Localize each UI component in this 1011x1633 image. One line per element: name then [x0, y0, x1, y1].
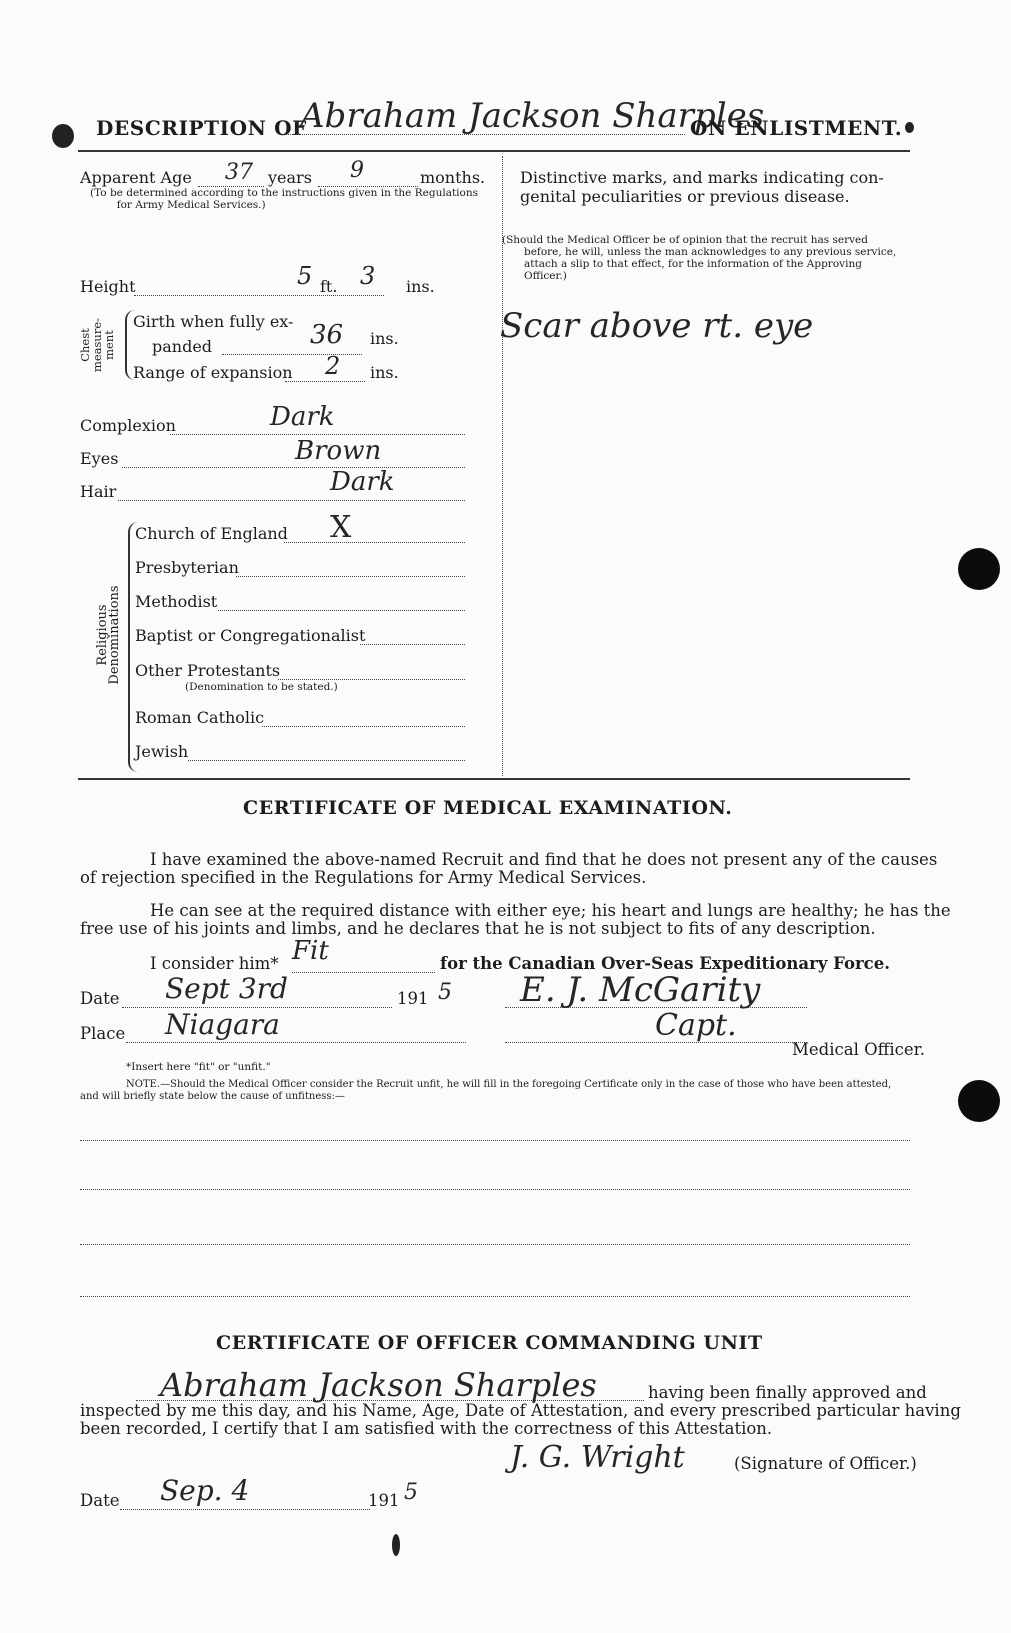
insert-note: *Insert here "fit" or "unfit." — [126, 1061, 271, 1073]
unfitness-line — [80, 1296, 910, 1297]
place-value: Niagara — [165, 1008, 280, 1041]
range-label: Range of expansion — [133, 363, 293, 382]
girth-value: 36 — [310, 320, 344, 350]
religion-line — [360, 644, 465, 645]
marks-note-line4: Officer.) — [524, 270, 567, 282]
marks-heading-line1: Distinctive marks, and marks indicating con- — [520, 168, 884, 187]
age-note: (To be determined according to the instructions given in the Regulations for Army Medical Services.) — [90, 187, 478, 211]
religion-mark: X — [330, 510, 352, 545]
religion-item: Jewish — [135, 742, 189, 761]
girth-ins-label: ins. — [370, 329, 399, 348]
commanding-year-prefix: 191 — [368, 1491, 400, 1510]
commanding-date-label: Date — [80, 1491, 120, 1510]
religion-item: Other Protestants — [135, 661, 281, 680]
height-line — [134, 295, 384, 296]
commanding-title: CERTIFICATE OF OFFICER COMMANDING UNIT — [216, 1332, 763, 1354]
signature-label: (Signature of Officer.) — [734, 1454, 917, 1473]
religion-line — [284, 542, 465, 543]
commanding-line1-suffix: having been finally approved and — [648, 1383, 927, 1402]
age-years-value: 37 — [225, 160, 253, 185]
hair-label: Hair — [80, 482, 117, 501]
medical-year-suffix: 5 — [438, 980, 452, 1005]
marks-note-line2: before, he will, unless the man acknowledges to any previous service, — [524, 246, 897, 258]
unfit-note-line2: and will briefly state below the cause of unfitness:— — [80, 1091, 345, 1102]
punch-hole-bottom — [958, 1080, 1000, 1122]
eyes-label: Eyes — [80, 449, 119, 468]
section-rule — [78, 778, 910, 780]
marks-note-line3: attach a slip to that effect, for the information of the Approving — [524, 258, 862, 270]
months-label: months. — [420, 168, 486, 187]
unfitness-line — [80, 1189, 910, 1190]
header-name: Abraham Jackson Sharples — [300, 96, 765, 136]
medical-officer-rank: Capt. — [655, 1008, 737, 1043]
commanding-line3: been recorded, I certify that I am satisfied with the correctness of this Attestation. — [80, 1419, 773, 1438]
column-divider — [502, 156, 503, 776]
religion-item: Church of England — [135, 524, 288, 543]
religion-line — [278, 679, 465, 680]
medical-title: CERTIFICATE OF MEDICAL EXAMINATION. — [243, 797, 733, 819]
ins-label: ins. — [406, 277, 435, 296]
denomination-note: (Denomination to be stated.) — [185, 681, 338, 693]
medical-officer-label: Medical Officer. — [792, 1040, 925, 1059]
unfitness-line — [80, 1244, 910, 1245]
header-rule — [78, 150, 910, 152]
years-label: years — [268, 168, 312, 187]
place-line — [126, 1042, 466, 1043]
religion-line — [218, 610, 465, 611]
religion-item: Roman Catholic — [135, 708, 265, 727]
age-label: Apparent Age — [80, 168, 192, 187]
commanding-officer-signature: J. G. Wright — [510, 1440, 685, 1475]
religion-item: Presbyterian — [135, 558, 239, 577]
height-ft-value: 5 — [297, 262, 313, 290]
force-label: for the Canadian Over-Seas Expeditionary Force. — [440, 954, 890, 973]
girth-label-1: Girth when fully ex- — [133, 312, 294, 331]
consider-label: I consider him* — [150, 954, 279, 973]
religion-line — [188, 760, 465, 761]
range-ins-label: ins. — [370, 363, 399, 382]
ft-label: ft. — [320, 277, 338, 296]
ink-speck — [392, 1534, 400, 1556]
hair-value: Dark — [330, 467, 395, 497]
complexion-value: Dark — [270, 402, 335, 432]
religion-item: Baptist or Congregationalist — [135, 626, 366, 645]
unfitness-line — [80, 1140, 910, 1141]
header-name-line — [285, 134, 685, 135]
height-label: Height — [80, 277, 136, 296]
hair-line — [118, 500, 465, 501]
medical-para2-line2: free use of his joints and limbs, and he declares that he is not subject to fits of any description. — [80, 919, 876, 938]
commanding-year-suffix: 5 — [404, 1480, 418, 1505]
height-in-value: 3 — [360, 262, 376, 290]
girth-label-2: panded — [152, 337, 213, 356]
ink-speck — [905, 122, 914, 133]
girth-line — [222, 354, 362, 355]
medical-para1-line1: I have examined the above-named Recruit and find that he does not present any of the causes — [150, 850, 938, 869]
range-value: 2 — [325, 352, 341, 380]
consider-line — [292, 972, 435, 973]
religion-line — [262, 726, 465, 727]
marks-note-line1: (Should the Medical Officer be of opinion that the recruit has served — [502, 234, 868, 246]
religion-item: Methodist — [135, 592, 218, 611]
medical-year-prefix: 191 — [397, 989, 429, 1008]
complexion-label: Complexion — [80, 416, 176, 435]
ink-blot — [52, 124, 74, 148]
fitness-value: Fit — [292, 936, 329, 966]
punch-hole-top — [958, 548, 1000, 590]
unfit-note-line1: NOTE.—Should the Medical Officer consider the Recruit unfit, he will fill in the foregoing Certificate only in the case of those who have been attested, — [126, 1079, 892, 1090]
medical-date-value: Sept 3rd — [165, 972, 288, 1005]
distinctive-marks-value: Scar above rt. eye — [500, 306, 814, 346]
medical-date-label: Date — [80, 989, 120, 1008]
range-line — [285, 381, 365, 382]
eyes-line — [122, 467, 465, 468]
age-months-value: 9 — [350, 158, 364, 183]
religion-group-label: Religious Denominations — [95, 585, 122, 685]
marks-heading-line2: genital peculiarities or previous disease. — [520, 187, 850, 206]
medical-para2-line1: He can see at the required distance with either eye; his heart and lungs are healthy; he has the — [150, 901, 951, 920]
commanding-date-value: Sep. 4 — [160, 1474, 250, 1507]
medical-officer-signature: E. J. McGarity — [520, 970, 761, 1010]
complexion-line — [170, 434, 465, 435]
religion-line — [236, 576, 465, 577]
header-title-suffix: ON ENLISTMENT. — [690, 116, 903, 140]
medical-para1-line2: of rejection specified in the Regulations for Army Medical Services. — [80, 868, 647, 887]
chest-group-label: Chest measure- ment — [78, 317, 116, 373]
header-title-prefix: DESCRIPTION OF — [96, 116, 307, 140]
eyes-value: Brown — [295, 436, 382, 466]
commanding-date-line — [120, 1509, 370, 1510]
commanding-name-value: Abraham Jackson Sharples — [160, 1366, 597, 1404]
place-label: Place — [80, 1024, 126, 1043]
commanding-line2: inspected by me this day, and his Name, Age, Date of Attestation, and every prescribed particular having — [80, 1401, 961, 1420]
